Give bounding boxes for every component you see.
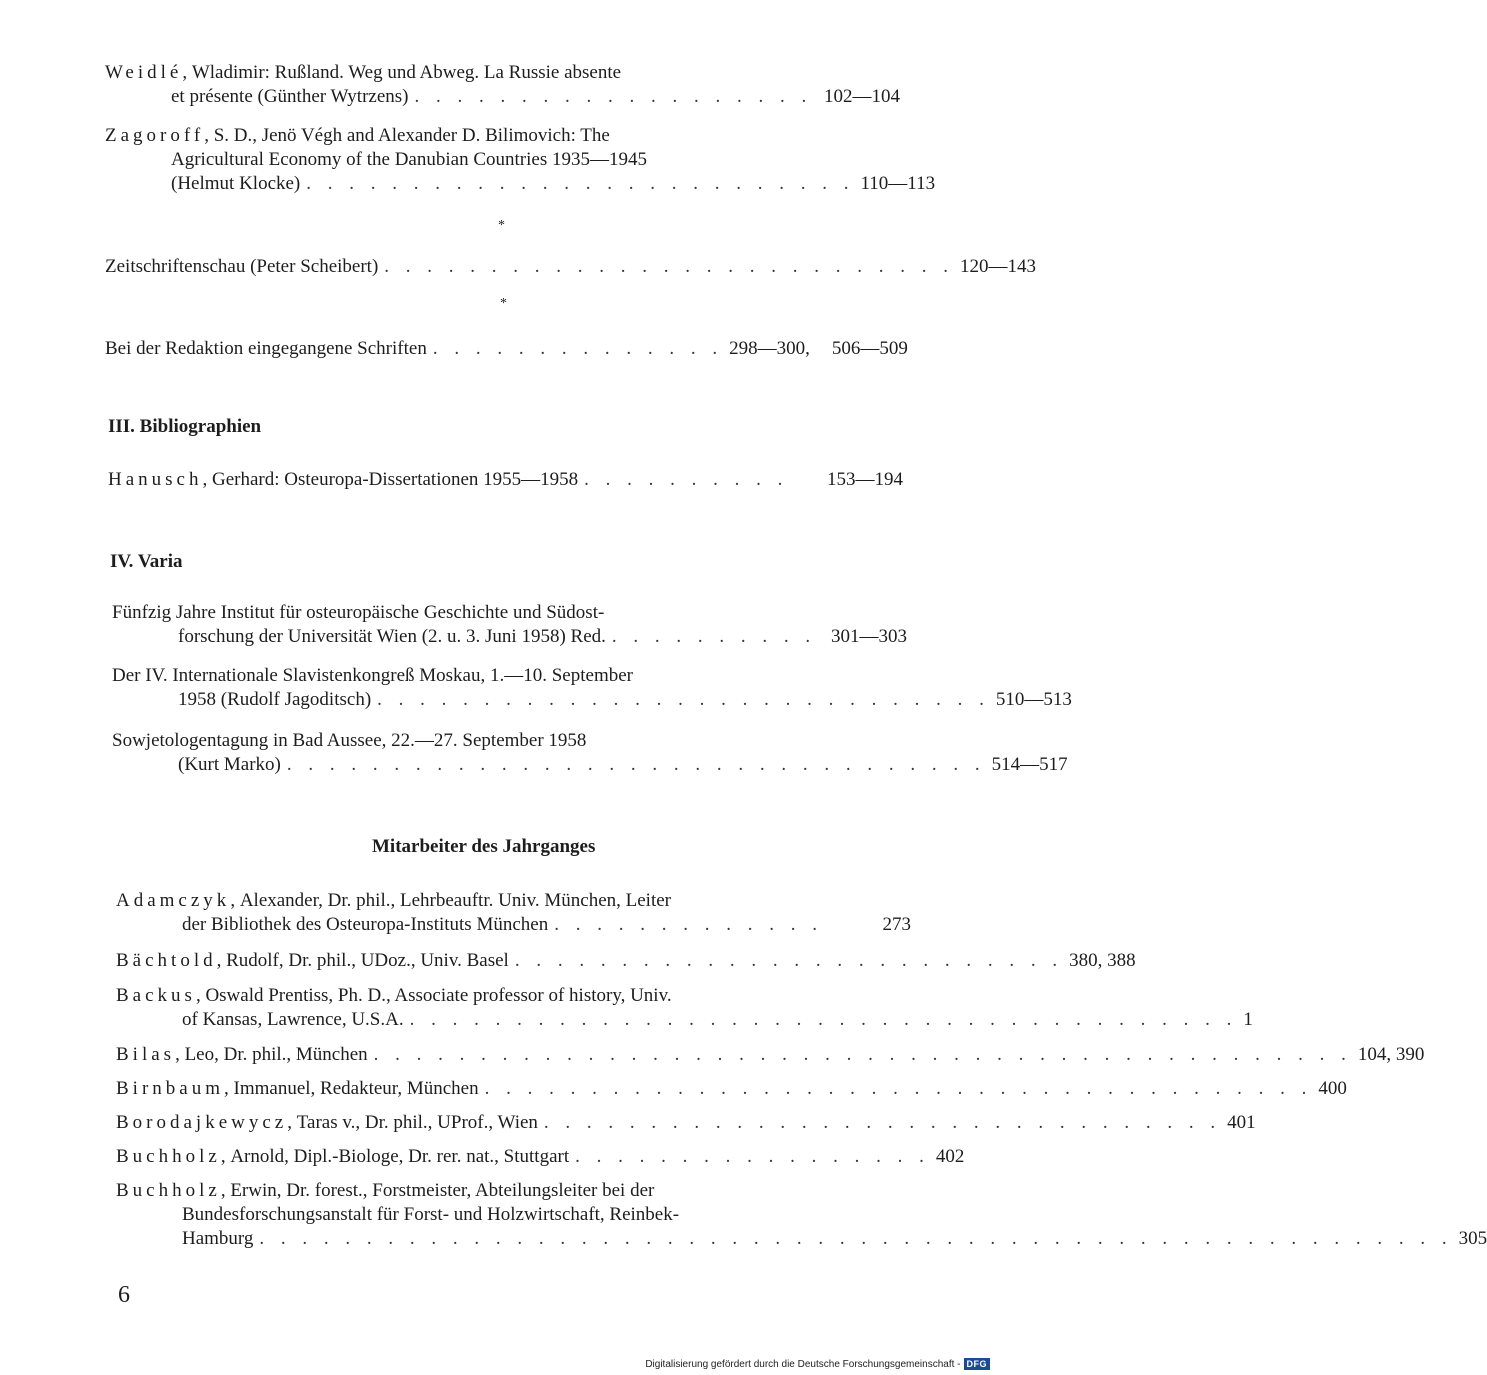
entry-hanusch: Hanusch , Gerhard: Osteuropa-Dissertationen 1955—1958 . . . . . . . . . . 153—194 — [108, 469, 903, 490]
entry-text: Taras v., Dr. phil., UProf., Wien — [296, 1112, 538, 1133]
entry-text: der Bibliothek des Osteuropa-Instituts München — [182, 914, 549, 935]
entry-text: Immanuel, Redakteur, München — [233, 1078, 479, 1099]
entry-text: Arnold, Dipl.-Biologe, Dr. rer. nat., Stuttgart — [230, 1146, 570, 1167]
entry-text: Hamburg — [182, 1228, 254, 1249]
leader-dots: . . . . . . . . . . . . . . . . . . . . . . . . . . . . . . . . — [543, 1112, 1222, 1133]
digitization-footer — [645, 1358, 990, 1370]
entry-text: Zeitschriftenschau (Peter Scheibert) — [105, 256, 379, 277]
section-heading-mitarbeiter: Mitarbeiter des Jahrganges — [372, 836, 596, 857]
entry-text: 1958 (Rudolf Jagoditsch) — [178, 689, 372, 710]
entry-text: Alexander, Dr. phil., Lehrbeauftr. Univ. München, Leiter — [239, 890, 671, 911]
author-name: Weidlé — [105, 62, 183, 83]
entry-text: Der IV. Internationale Slavistenkongreß Moskau, 1.—10. September — [112, 665, 633, 686]
leader-dots: . . . . . . . . . . . . . . . . . . . . . . . . . . . . . . . . . . . . . . . — [409, 1009, 1238, 1030]
page-ref: 1 — [1243, 1009, 1253, 1030]
leader-dots: . . . . . . . . . . . . . . . . . . . — [414, 86, 813, 107]
entry-text: et présente (Günther Wytrzens) — [171, 86, 409, 107]
dfg-logo-icon: DFG — [964, 1358, 991, 1370]
leader-dots: . . . . . . . . . . . . . . . . . . . . . . . . . . . — [384, 256, 955, 277]
section-heading-varia: IV. Varia — [110, 551, 183, 572]
leader-dots: . . . . . . . . . . . . . . — [432, 338, 724, 359]
leader-dots: . . . . . . . . . . . . . . . . . . . . . . . . . . . . . . . . . — [286, 754, 986, 775]
page-ref: 514—517 — [991, 754, 1068, 775]
leader-dots: . . . . . . . . . . . . . . . . . — [575, 1146, 930, 1167]
entry-fuenfzig-jahre — [112, 601, 907, 649]
page-ref: 104, 390 — [1357, 1044, 1425, 1065]
contributor-adamczyk: Adamczyk , Alexander, Dr. phil., Lehrbeauftr. Univ. München, Leiter der Bibliothek des Osteuropa-Instituts München . . . . . . . . . . . . . 273 — [116, 890, 911, 935]
entry-text: Fünfzig Jahre Institut für osteuropäische Geschichte und Südost- — [112, 602, 605, 623]
contributor-buchholz-arnold: Buchholz , Arnold, Dipl.-Biologe, Dr. rer. nat., Stuttgart . . . . . . . . . . . . . . . . . 402 — [116, 1146, 965, 1167]
author-name: Birnbaum — [116, 1078, 224, 1099]
leader-dots: . . . . . . . . . . . . . . . . . . . . . . . . . . . . . — [377, 689, 990, 710]
separator-star: * — [500, 296, 507, 311]
entry-text: forschung der Universität Wien (2. u. 3. Juni 1958) Red. — [178, 626, 606, 647]
footer-text: Digitalisierung gefördert durch die Deutsche Forschungsgemeinschaft - — [645, 1358, 961, 1370]
entry-redaktion — [105, 337, 908, 361]
author-name: Bilas — [116, 1044, 176, 1065]
page-ref: 401 — [1227, 1112, 1256, 1133]
author-name: Adamczyk — [116, 890, 231, 911]
section-heading-bibliographien: III. Bibliographien — [108, 416, 262, 437]
page-number: 6 — [118, 1282, 130, 1308]
author-name: Hanusch — [108, 469, 203, 490]
entry-weidle: Weidlé , Wladimir: Rußland. Weg und Abweg. La Russie absente et présente (Günther Wytrzens) . . . . . . . . . . . . . . . . . . . 102—104 — [105, 62, 900, 107]
page-ref: 510—513 — [995, 689, 1072, 710]
entry-text: (Helmut Klocke) — [171, 173, 301, 194]
author-name: Backus — [116, 985, 196, 1006]
contributor-buchholz-erwin: Buchholz , Erwin, Dr. forest., Forstmeister, Abteilungsleiter bei der Bundesforschungsanstalt für Forst- und Holzwirtschaft, Reinbek- Hamburg . . . . . . . . . . . . . . . . . . . . . . . . . . . . . . . . . . . . . . . . . . . . . . . . . . . . . . . . 305 — [116, 1180, 1487, 1249]
author-name: Buchholz — [116, 1180, 221, 1201]
page-ref: 273 — [882, 914, 911, 935]
page-ref: 402 — [935, 1146, 965, 1167]
entry-text: Wladimir: Rußland. Weg und Abweg. La Russie absente — [191, 62, 622, 83]
entry-text: (Kurt Marko) — [178, 754, 281, 775]
page-ref: 506—509 — [831, 338, 908, 359]
entry-text: Leo, Dr. phil., München — [184, 1044, 368, 1065]
entry-text: of Kansas, Lawrence, U.S.A. — [182, 1009, 404, 1030]
entry-zeitschriftenschau — [105, 255, 1037, 279]
entry-slavistenkongress — [112, 664, 1072, 712]
author-name: Bächtold — [116, 950, 217, 971]
contributor-baechtold: Bächtold , Rudolf, Dr. phil., UDoz., Univ. Basel . . . . . . . . . . . . . . . . . . . . . . . . . . 380, 388 — [116, 950, 1136, 971]
leader-dots: . . . . . . . . . . . . . . . . . . . . . . . . . . . . . . . . . . . . . . . . . . . . . . — [373, 1044, 1352, 1065]
page-ref: 400 — [1318, 1078, 1347, 1099]
entry-text: Erwin, Dr. forest., Forstmeister, Abteilungsleiter bei der — [230, 1180, 655, 1201]
contributor-birnbaum: Birnbaum , Immanuel, Redakteur, München . . . . . . . . . . . . . . . . . . . . . . . . . . . . . . . . . . . . . . . 400 — [116, 1078, 1347, 1099]
separator-star: * — [498, 218, 505, 233]
leader-dots: . . . . . . . . . . . . . . . . . . . . . . . . . . — [514, 950, 1064, 971]
entry-text: Gerhard: Osteuropa-Dissertationen 1955—1958 — [211, 469, 579, 490]
author-name: Zagoroff — [105, 125, 205, 146]
leader-dots: . . . . . . . . . . . . . — [554, 914, 823, 935]
page-ref: 102—104 — [824, 86, 900, 107]
page-ref: 120—143 — [960, 256, 1037, 277]
contributor-backus: Backus , Oswald Prentiss, Ph. D., Associate professor of history, Univ. of Kansas, Lawrence, U.S.A. . . . . . . . . . . . . . . . . . . . . . . . . . . . . . . . . . . . . . . . 1 — [116, 985, 1253, 1030]
page-ref: 110—113 — [860, 173, 936, 194]
page-ref: 301—303 — [831, 626, 907, 647]
page-ref: 298—300, — [729, 338, 810, 359]
author-name: Borodajkewycz — [116, 1112, 288, 1133]
page-ref: 380, 388 — [1069, 950, 1136, 971]
entry-text: Bundesforschungsanstalt für Forst- und Holzwirtschaft, Reinbek- — [182, 1204, 680, 1225]
page-ref: 305 — [1458, 1228, 1487, 1249]
entry-text: Agricultural Economy of the Danubian Countries 1935—1945 — [171, 149, 647, 170]
leader-dots: . . . . . . . . . . . . . . . . . . . . . . . . . . . . . . . . . . . . . . . — [484, 1078, 1313, 1099]
entry-text: S. D., Jenö Végh and Alexander D. Bilimovich: The — [213, 125, 610, 146]
leader-dots: . . . . . . . . . . — [584, 469, 789, 490]
contributor-bilas: Bilas , Leo, Dr. phil., München . . . . . . . . . . . . . . . . . . . . . . . . . . . . . . . . . . . . . . . . . . . . . . 104, 390 — [116, 1044, 1425, 1065]
entry-zagoroff: Zagoroff , S. D., Jenö Végh and Alexander D. Bilimovich: The Agricultural Economy of the Danubian Countries 1935—1945 (Helmut Klocke) . . . . . . . . . . . . . . . . . . . . . . . . . . 110—113 — [105, 125, 936, 194]
contributor-borodajkewycz: Borodajkewycz , Taras v., Dr. phil., UProf., Wien . . . . . . . . . . . . . . . . . . . . . . . . . . . . . . . . 401 — [116, 1112, 1256, 1133]
leader-dots: . . . . . . . . . . — [611, 626, 817, 647]
entry-text: Oswald Prentiss, Ph. D., Associate professor of history, Univ. — [205, 985, 672, 1006]
leader-dots: . . . . . . . . . . . . . . . . . . . . . . . . . . — [306, 173, 855, 194]
entry-sowjetologentagung — [112, 729, 1068, 777]
entry-text: Bei der Redaktion eingegangene Schriften — [105, 338, 427, 359]
page-ref: 153—194 — [827, 469, 903, 490]
leader-dots: . . . . . . . . . . . . . . . . . . . . . . . . . . . . . . . . . . . . . . . . . . . . . . . . . . . . . . . . — [259, 1228, 1453, 1249]
entry-text: Rudolf, Dr. phil., UDoz., Univ. Basel — [226, 950, 509, 971]
entry-text: Sowjetologentagung in Bad Aussee, 22.—27. September 1958 — [112, 730, 587, 751]
author-name: Buchholz — [116, 1146, 221, 1167]
